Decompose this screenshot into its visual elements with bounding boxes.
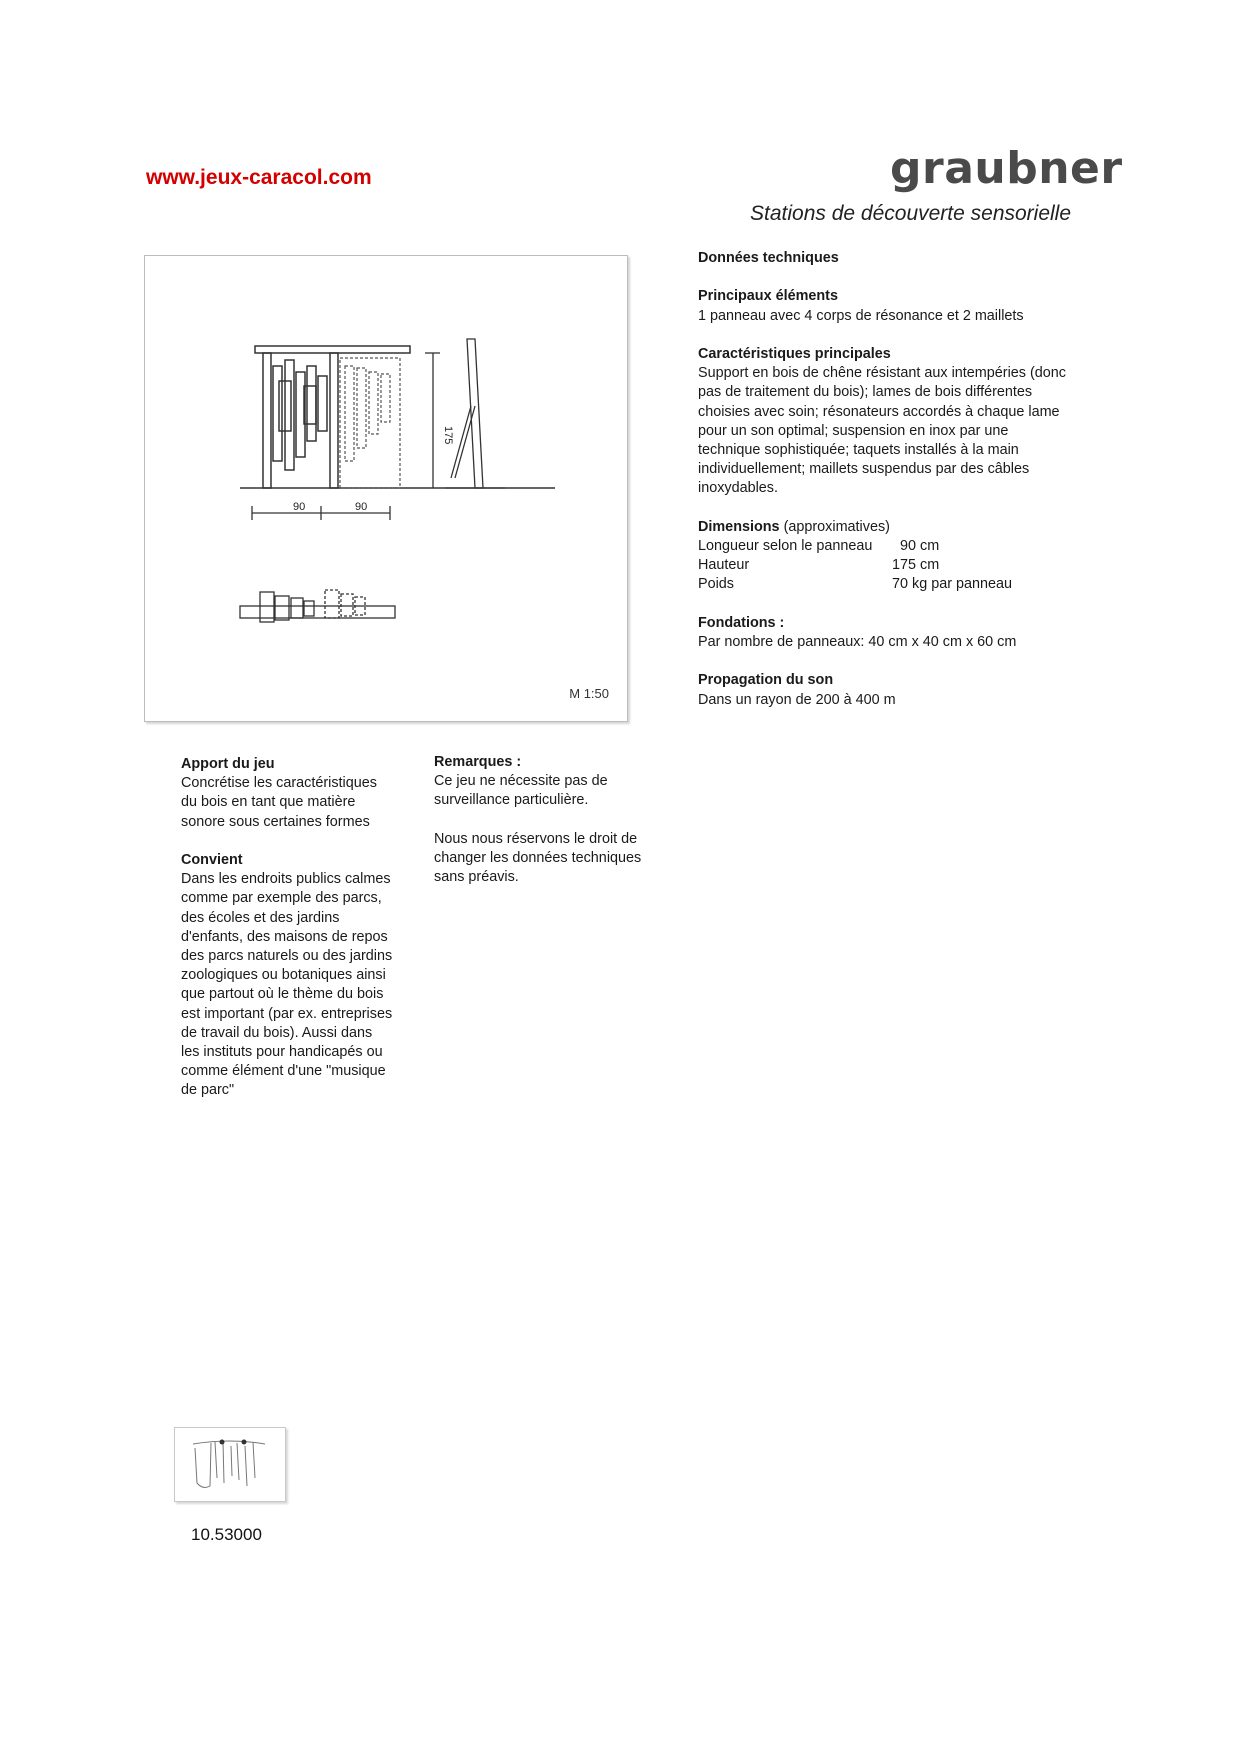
features-line: Support en bois de chêne résistant aux intempéries (donc [698, 365, 1066, 382]
page-subtitle: Stations de découverte sensorielle [750, 202, 1072, 225]
product-thumbnail-svg [175, 1428, 285, 1501]
convient-title: Convient [181, 852, 243, 868]
dimension-value: 175 cm [892, 557, 940, 574]
features-line: pas de traitement du bois); lames de bois différentes [698, 384, 1033, 401]
dim-width-left-label: 90 [293, 501, 306, 513]
convient-line: d'enfants, des maisons de repos [181, 928, 388, 945]
dimension-row [698, 556, 1108, 575]
features-line: technique sophistiquée; taquets installés à la main [698, 442, 1019, 458]
tech-title: Données techniques [698, 250, 839, 266]
top-beam [255, 346, 410, 353]
convient-line: de parc" [181, 1082, 235, 1099]
sketch-line [193, 1441, 265, 1444]
plan-view-block [304, 601, 314, 616]
dimension-row [698, 537, 1108, 556]
sketch-line [237, 1442, 255, 1486]
dimension-value: 70 kg par panneau [892, 576, 1013, 593]
technical-data [698, 249, 1108, 710]
left-column [181, 755, 411, 1101]
dim-width-right-label: 90 [355, 501, 368, 513]
dimensions-title: Dimensions [698, 518, 780, 535]
mallet-icon [220, 1440, 225, 1445]
center-post [330, 353, 338, 488]
plan-view-block [325, 590, 339, 618]
plan-view-block [275, 596, 289, 620]
dashed-panel [340, 358, 400, 488]
features-title: Caractéristiques principales [698, 345, 891, 362]
elements-text: 1 panneau avec 4 corps de résonance et 2 maillets [698, 307, 1024, 324]
bar [285, 360, 294, 470]
left-post [263, 353, 271, 488]
website-link[interactable]: www.jeux-caracol.com [146, 166, 372, 189]
features-line: individuellement; maillets suspendus par des câbles [698, 461, 1030, 478]
convient-line: de travail du bois). Aussi dans [181, 1024, 373, 1041]
remarques-line: Ce jeu ne nécessite pas de [434, 773, 608, 790]
dimension-label: Poids [698, 576, 734, 593]
drawing-scale: M 1:50 [569, 686, 609, 701]
technical-drawing-svg [145, 256, 627, 721]
foundations-text: Par nombre de panneaux: 40 cm x 40 cm x 60 cm [698, 634, 1017, 650]
dashed-bar [345, 366, 354, 461]
resonator [304, 386, 316, 424]
convient-line: les instituts pour handicapés ou [181, 1044, 383, 1061]
product-reference: 10.53000 [191, 1525, 262, 1544]
dashed-bar [381, 374, 390, 422]
dimension-value: 90 cm [892, 538, 940, 554]
plan-view-block [341, 594, 353, 616]
convient-line: comme élément d'une "musique [181, 1063, 386, 1080]
convient-line: des parcs naturels ou des jardins [181, 948, 393, 965]
convient-line: des écoles et des jardins [181, 909, 340, 926]
convient-line: zoologiques ou botaniques ainsi [181, 967, 386, 984]
mallet-icon [242, 1440, 247, 1445]
dashed-bar [369, 372, 378, 434]
convient-line: est important (par ex. entreprises [181, 1005, 393, 1022]
convient-line: Dans les endroits publics calmes [181, 871, 391, 888]
remarques-title: Remarques : [434, 754, 522, 770]
remarques-line: sans préavis. [434, 869, 519, 886]
product-thumbnail [174, 1427, 286, 1502]
features-line: inoxydables. [698, 480, 778, 497]
sound-title: Propagation du son [698, 672, 834, 689]
sketch-line [215, 1442, 232, 1483]
dimension-label: Longueur selon le panneau [698, 538, 873, 554]
dimension-label: Hauteur [698, 557, 750, 574]
features-line: choisies avec soin; résonateurs accordés à chaque lame [698, 403, 1060, 420]
plan-view-base [240, 606, 395, 618]
technical-drawing [144, 255, 628, 722]
sketch-line [195, 1443, 211, 1487]
elements-title: Principaux éléments [698, 288, 838, 305]
dim-height-label: 175 [442, 426, 454, 445]
dimensions-heading [698, 518, 1108, 537]
plan-view-block [291, 598, 303, 618]
brand-logo: graubner [890, 143, 1123, 194]
remarques-line: surveillance particulière. [434, 792, 589, 809]
remarques-line: changer les données techniques [434, 850, 642, 866]
dashed-bar [357, 368, 366, 448]
convient-line: comme par exemple des parcs, [181, 890, 382, 907]
remarques-line: Nous nous réservons le droit de [434, 830, 638, 847]
apport-line: du bois en tant que matière [181, 794, 356, 811]
features-line: pour un son optimal; suspension en inox par une [698, 422, 1009, 439]
right-column [434, 753, 664, 887]
sound-text: Dans un rayon de 200 à 400 m [698, 691, 896, 708]
bar [307, 366, 316, 441]
foundations-title: Fondations : [698, 614, 785, 631]
apport-title: Apport du jeu [181, 756, 275, 772]
dimensions-note: (approximatives) [783, 518, 890, 535]
bar [318, 376, 327, 431]
convient-line: que partout où le thème du bois [181, 986, 384, 1003]
apport-line: Concrétise les caractéristiques [181, 775, 377, 792]
apport-line: sonore sous certaines formes [181, 813, 370, 830]
dimension-row [698, 575, 1108, 594]
